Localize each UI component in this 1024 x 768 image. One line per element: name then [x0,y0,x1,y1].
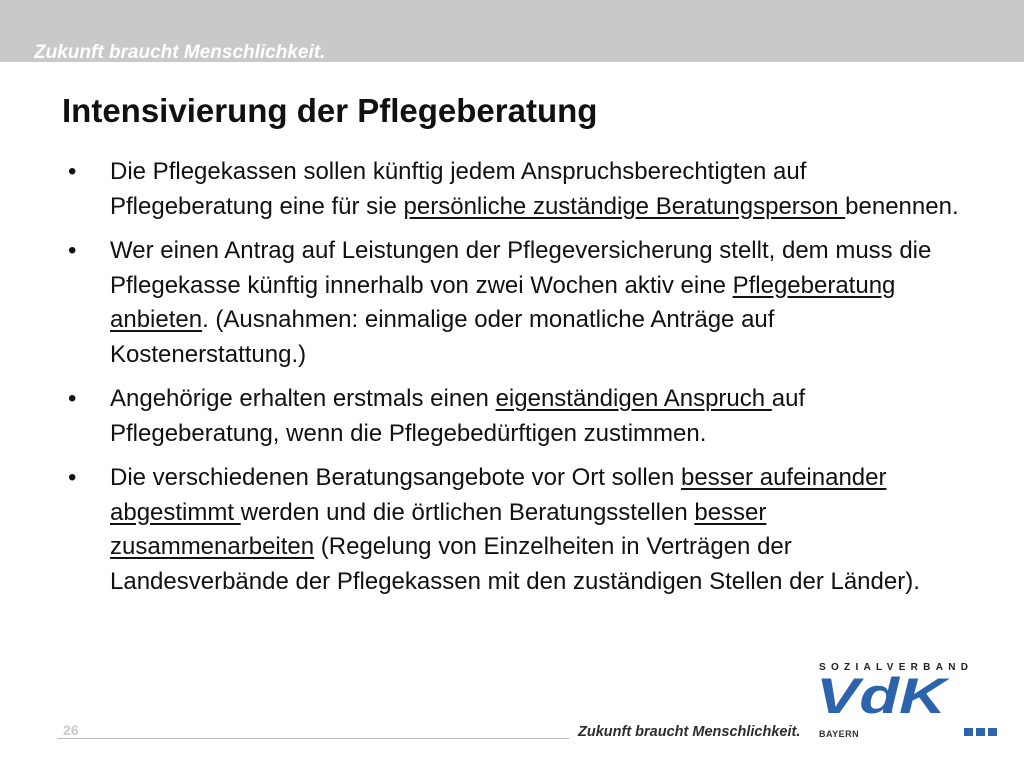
logo-wordmark [816,671,951,721]
bullet-text: benennen. [845,192,959,220]
bullet-item [62,461,972,599]
logo-main-text: VdK [816,671,951,721]
underlined-text: besser zusammenarbeiten [110,498,767,560]
bullet-list [62,155,972,609]
slide-title: Intensivierung der Pflegeberatung [62,92,598,129]
footer-divider [57,738,569,739]
bullet-item [62,155,972,224]
logo-squares-icon [964,728,999,736]
header-slogan: Zukunft braucht Menschlichkeit. [34,42,326,62]
bullet-text: auf Pflegeberatung, wenn die Pflegebedürftigen zustimmen. [110,385,806,447]
bullet-text: Die verschiedenen Beratungsangebote vor Ort sollen [110,464,682,491]
underlined-text: eigenständigen Anspruch [495,385,772,412]
bullet-text: (Regelung von Einzelheiten in Verträgen der Landesverbände der Pflegekassen mit den zuständigen Stellen der Länder). [110,533,920,595]
bullet-text: Angehörige erhalten erstmals einen [110,385,496,412]
bullet-text: Die Pflegekassen sollen künftig jedem Anspruchsberechtigten auf Pflegeberatung eine für sie [110,158,807,220]
bullet-marker: • [68,158,77,185]
footer-slogan: Zukunft braucht Menschlichkeit. [578,724,801,740]
vdk-logo [814,662,1004,742]
page-number: 26 [63,722,79,738]
bullet-item [62,382,972,451]
underlined-text: Pflegeberatung anbieten [110,271,896,333]
bullet-marker: • [68,385,77,412]
bullet-text: Wer einen Antrag auf Leistungen der Pflegeversicherung stellt, dem muss die Pflegekasse künftig innerhalb von zwei Wochen aktiv eine [110,237,932,299]
logo-sub-text: BAYERN [819,729,860,739]
bullet-marker: • [68,237,77,264]
underlined-text: persönliche zuständige Beratungsperson [403,192,846,220]
bullet-text: . (Ausnahmen: einmalige oder monatliche Anträge auf Kostenerstattung.) [110,306,775,368]
header-bar [0,0,1024,62]
bullet-text: werden und die örtlichen Beratungsstellen [240,498,695,526]
logo-top-text: SOZIALVERBAND [819,662,974,673]
bullet-marker: • [68,464,77,491]
bullet-item [62,234,972,372]
underlined-text: besser aufeinander abgestimmt [110,464,887,526]
